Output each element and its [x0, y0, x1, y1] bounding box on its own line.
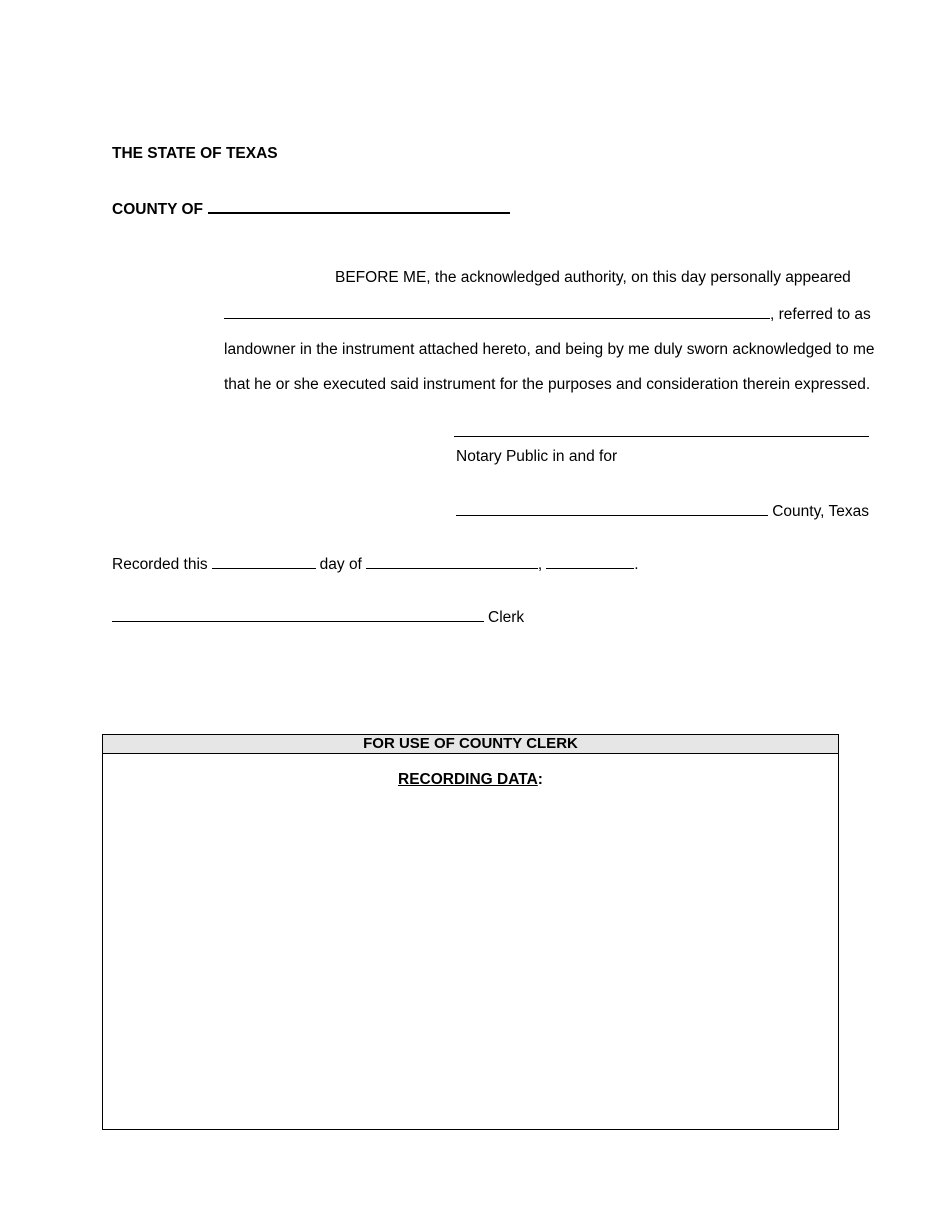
state-heading: THE STATE OF TEXAS: [112, 145, 278, 162]
recorded-this-label: Recorded this: [112, 556, 208, 573]
recording-data-heading: [103, 771, 838, 789]
county-label: COUNTY OF: [112, 201, 203, 218]
comma-text: ,: [537, 556, 543, 573]
recording-data-label: RECORDING DATA: [398, 771, 538, 788]
acknowledgment-line-3: landowner in the instrument attached hereto, and being by me duly sworn acknowledged to me: [224, 341, 875, 358]
county-texas-label: County, Texas: [772, 503, 869, 520]
county-blank-field[interactable]: [208, 198, 510, 214]
recorded-line: [112, 555, 639, 574]
clerk-label: Clerk: [488, 609, 525, 626]
county-line: [112, 198, 510, 219]
notary-signature-line[interactable]: [454, 436, 869, 437]
referred-to-as-text: , referred to as: [770, 306, 871, 323]
clerk-line: [112, 608, 524, 627]
county-clerk-box: [102, 734, 839, 1130]
recorded-month-blank-field[interactable]: [366, 555, 538, 569]
notary-county-blank-field[interactable]: [456, 502, 768, 516]
notary-label: Notary Public in and for: [456, 448, 618, 465]
recording-data-colon: :: [537, 771, 543, 788]
acknowledgment-line-4: that he or she executed said instrument for the purposes and consideration therein expressed.: [224, 376, 871, 393]
appearer-name-blank-field[interactable]: [224, 305, 770, 319]
acknowledgment-line-1: BEFORE ME, the acknowledged authority, on this day personally appeared: [335, 269, 851, 286]
day-of-label: day of: [319, 556, 362, 573]
acknowledgment-line-2: [224, 305, 871, 324]
recorded-day-blank-field[interactable]: [212, 555, 316, 569]
period-text: .: [634, 556, 639, 573]
recorded-year-blank-field[interactable]: [546, 555, 634, 569]
notary-county-line: [456, 502, 869, 521]
clerk-box-header: FOR USE OF COUNTY CLERK: [103, 735, 838, 754]
clerk-signature-blank-field[interactable]: [112, 608, 484, 622]
